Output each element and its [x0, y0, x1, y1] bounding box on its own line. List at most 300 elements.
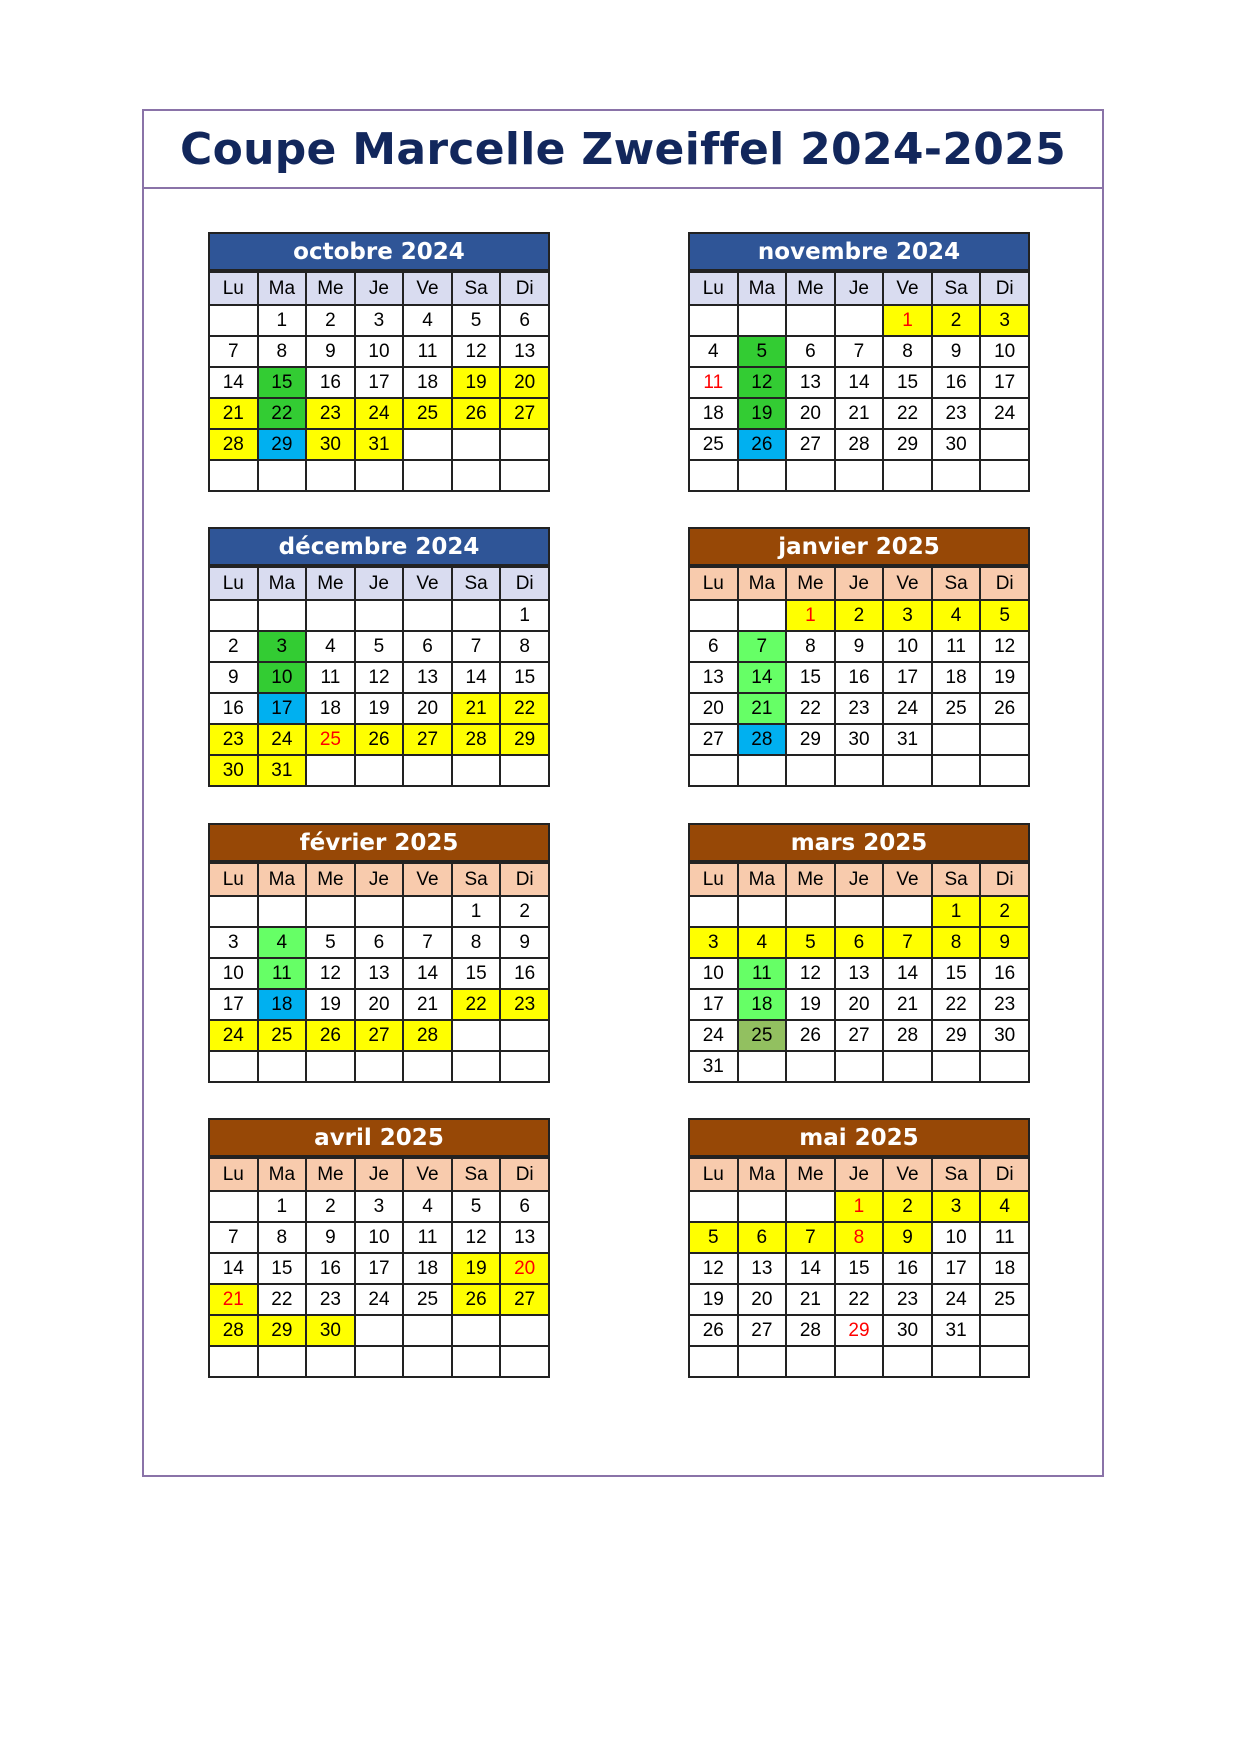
day-cell: 25	[403, 1284, 452, 1315]
week-row	[209, 1346, 549, 1377]
month-title: décembre 2024	[208, 527, 550, 566]
day-cell: 13	[403, 662, 452, 693]
week-row	[209, 896, 549, 927]
day-cell: 4	[932, 600, 981, 631]
day-cell: 7	[209, 336, 258, 367]
day-cell: 15	[932, 958, 981, 989]
day-cell: 20	[689, 693, 738, 724]
day-cell: 16	[500, 958, 549, 989]
day-cell: 6	[786, 336, 835, 367]
weekday-label: Lu	[209, 863, 258, 896]
weekday-label: Je	[355, 567, 404, 600]
day-cell: 14	[403, 958, 452, 989]
weekday-label: Me	[306, 863, 355, 896]
day-cell: 2	[306, 1191, 355, 1222]
weekday-label: Di	[500, 272, 549, 305]
day-cell: 26	[980, 693, 1029, 724]
day-cell: 25	[258, 1020, 307, 1051]
week-row	[209, 958, 549, 989]
week-row	[209, 1222, 549, 1253]
day-cell: 10	[258, 662, 307, 693]
day-cell: 12	[355, 662, 404, 693]
day-cell: 19	[306, 989, 355, 1020]
week-row	[689, 305, 1029, 336]
empty-cell	[932, 460, 981, 491]
weekday-label: Je	[355, 863, 404, 896]
day-cell: 26	[738, 429, 787, 460]
month-calendar	[688, 232, 1030, 492]
empty-cell	[355, 1315, 404, 1346]
week-row	[209, 631, 549, 662]
empty-cell	[738, 896, 787, 927]
empty-cell	[980, 1346, 1029, 1377]
empty-cell	[500, 1346, 549, 1377]
day-cell: 10	[355, 1222, 404, 1253]
day-cell: 29	[932, 1020, 981, 1051]
week-row	[689, 755, 1029, 786]
day-cell: 11	[306, 662, 355, 693]
day-cell: 9	[835, 631, 884, 662]
day-cell: 30	[209, 755, 258, 786]
day-cell: 16	[932, 367, 981, 398]
day-cell: 25	[689, 429, 738, 460]
day-cell: 23	[932, 398, 981, 429]
day-cell: 9	[883, 1222, 932, 1253]
day-cell: 13	[689, 662, 738, 693]
day-cell: 27	[355, 1020, 404, 1051]
day-cell: 18	[403, 367, 452, 398]
month-title: octobre 2024	[208, 232, 550, 271]
day-cell: 17	[689, 989, 738, 1020]
day-cell: 2	[306, 305, 355, 336]
day-cell: 31	[883, 724, 932, 755]
empty-cell	[883, 460, 932, 491]
day-cell: 3	[355, 305, 404, 336]
day-cell: 28	[209, 429, 258, 460]
weekday-label: Ma	[738, 863, 787, 896]
weekday-label: Di	[980, 272, 1029, 305]
weekday-header-row	[209, 272, 549, 305]
day-cell: 4	[306, 631, 355, 662]
day-cell: 6	[355, 927, 404, 958]
day-cell: 12	[786, 958, 835, 989]
day-cell: 26	[452, 398, 501, 429]
day-cell: 6	[689, 631, 738, 662]
day-cell: 29	[883, 429, 932, 460]
week-row	[689, 398, 1029, 429]
day-cell: 9	[306, 1222, 355, 1253]
weekday-label: Je	[835, 272, 884, 305]
day-cell: 25	[980, 1284, 1029, 1315]
day-cell: 20	[355, 989, 404, 1020]
day-cell: 3	[258, 631, 307, 662]
day-cell: 20	[835, 989, 884, 1020]
day-cell: 10	[883, 631, 932, 662]
week-row	[209, 724, 549, 755]
month-calendar	[208, 232, 550, 492]
weekday-label: Ve	[403, 272, 452, 305]
day-cell: 8	[500, 631, 549, 662]
week-row	[209, 429, 549, 460]
weekday-label: Je	[355, 1158, 404, 1191]
day-cell: 31	[355, 429, 404, 460]
day-cell: 1	[932, 896, 981, 927]
day-cell: 4	[689, 336, 738, 367]
weekday-label: Lu	[689, 1158, 738, 1191]
day-cell: 23	[980, 989, 1029, 1020]
empty-cell	[452, 460, 501, 491]
month-title: février 2025	[208, 823, 550, 862]
weekday-label: Ma	[738, 272, 787, 305]
empty-cell	[500, 1315, 549, 1346]
weekday-label: Ve	[883, 863, 932, 896]
day-cell: 19	[786, 989, 835, 1020]
day-cell: 23	[306, 398, 355, 429]
empty-cell	[689, 1191, 738, 1222]
empty-cell	[786, 1346, 835, 1377]
empty-cell	[209, 896, 258, 927]
day-cell: 18	[738, 989, 787, 1020]
week-row	[209, 1051, 549, 1082]
day-cell: 4	[258, 927, 307, 958]
day-cell: 15	[258, 367, 307, 398]
day-cell: 4	[403, 1191, 452, 1222]
day-cell: 28	[403, 1020, 452, 1051]
empty-cell	[500, 1020, 549, 1051]
day-cell: 16	[306, 1253, 355, 1284]
weekday-label: Ve	[403, 863, 452, 896]
day-cell: 1	[258, 305, 307, 336]
empty-cell	[306, 1346, 355, 1377]
empty-cell	[306, 460, 355, 491]
weekday-header-row	[209, 863, 549, 896]
day-cell: 26	[306, 1020, 355, 1051]
day-cell: 24	[932, 1284, 981, 1315]
day-cell: 5	[786, 927, 835, 958]
empty-cell	[932, 1346, 981, 1377]
day-cell: 9	[932, 336, 981, 367]
day-cell: 19	[738, 398, 787, 429]
day-cell: 21	[209, 1284, 258, 1315]
day-cell: 17	[355, 367, 404, 398]
day-cell: 16	[306, 367, 355, 398]
day-cell: 13	[738, 1253, 787, 1284]
day-cell: 28	[835, 429, 884, 460]
day-cell: 14	[209, 1253, 258, 1284]
week-row	[689, 927, 1029, 958]
empty-cell	[786, 305, 835, 336]
day-cell: 27	[835, 1020, 884, 1051]
week-row	[209, 693, 549, 724]
empty-cell	[209, 305, 258, 336]
weekday-header-row	[689, 863, 1029, 896]
day-cell: 24	[209, 1020, 258, 1051]
day-cell: 17	[980, 367, 1029, 398]
day-cell: 8	[932, 927, 981, 958]
day-cell: 22	[932, 989, 981, 1020]
day-cell: 19	[689, 1284, 738, 1315]
week-row	[689, 429, 1029, 460]
day-cell: 8	[258, 336, 307, 367]
day-cell: 7	[883, 927, 932, 958]
day-cell: 21	[786, 1284, 835, 1315]
day-cell: 22	[258, 398, 307, 429]
empty-cell	[738, 755, 787, 786]
day-cell: 17	[932, 1253, 981, 1284]
day-cell: 19	[355, 693, 404, 724]
day-cell: 3	[932, 1191, 981, 1222]
day-cell: 15	[786, 662, 835, 693]
empty-cell	[883, 1051, 932, 1082]
weekday-label: Ve	[883, 1158, 932, 1191]
day-cell: 11	[932, 631, 981, 662]
empty-cell	[835, 460, 884, 491]
day-cell: 1	[786, 600, 835, 631]
day-cell: 30	[835, 724, 884, 755]
weekday-label: Sa	[932, 567, 981, 600]
day-cell: 17	[355, 1253, 404, 1284]
day-cell: 29	[835, 1315, 884, 1346]
day-cell: 27	[738, 1315, 787, 1346]
weekday-label: Di	[500, 567, 549, 600]
day-cell: 2	[500, 896, 549, 927]
day-cell: 19	[980, 662, 1029, 693]
day-cell: 10	[355, 336, 404, 367]
empty-cell	[786, 1191, 835, 1222]
empty-cell	[452, 1051, 501, 1082]
week-row	[209, 1315, 549, 1346]
day-cell: 11	[403, 336, 452, 367]
day-cell: 3	[209, 927, 258, 958]
week-row	[689, 1346, 1029, 1377]
empty-cell	[258, 896, 307, 927]
empty-cell	[786, 1051, 835, 1082]
day-cell: 2	[883, 1191, 932, 1222]
day-cell: 21	[738, 693, 787, 724]
day-cell: 26	[786, 1020, 835, 1051]
day-cell: 21	[835, 398, 884, 429]
day-cell: 19	[452, 1253, 501, 1284]
day-cell: 11	[258, 958, 307, 989]
week-row	[209, 600, 549, 631]
week-row	[689, 367, 1029, 398]
week-row	[209, 367, 549, 398]
page-title: Coupe Marcelle Zweiffel 2024-2025	[179, 123, 1066, 175]
empty-cell	[403, 600, 452, 631]
empty-cell	[689, 460, 738, 491]
empty-cell	[452, 1315, 501, 1346]
weekday-label: Di	[980, 1158, 1029, 1191]
day-cell: 9	[209, 662, 258, 693]
empty-cell	[980, 460, 1029, 491]
day-cell: 22	[786, 693, 835, 724]
day-cell: 2	[980, 896, 1029, 927]
empty-cell	[835, 305, 884, 336]
day-cell: 22	[452, 989, 501, 1020]
empty-cell	[738, 460, 787, 491]
day-cell: 1	[500, 600, 549, 631]
day-cell: 8	[835, 1222, 884, 1253]
week-row	[689, 1191, 1029, 1222]
day-cell: 7	[738, 631, 787, 662]
day-cell: 30	[932, 429, 981, 460]
day-cell: 6	[835, 927, 884, 958]
day-cell: 5	[452, 305, 501, 336]
day-cell: 2	[932, 305, 981, 336]
weekday-label: Lu	[689, 863, 738, 896]
weekday-label: Je	[835, 863, 884, 896]
day-cell: 20	[786, 398, 835, 429]
empty-cell	[306, 1051, 355, 1082]
day-cell: 23	[209, 724, 258, 755]
month-calendar	[688, 1118, 1030, 1378]
month-calendar	[208, 1118, 550, 1378]
weekday-label: Ve	[883, 272, 932, 305]
day-cell: 16	[883, 1253, 932, 1284]
empty-cell	[403, 1315, 452, 1346]
empty-cell	[452, 600, 501, 631]
weekday-header-row	[689, 1158, 1029, 1191]
day-cell: 21	[883, 989, 932, 1020]
day-cell: 10	[689, 958, 738, 989]
week-row	[209, 927, 549, 958]
empty-cell	[738, 305, 787, 336]
day-cell: 22	[500, 693, 549, 724]
week-row	[209, 1191, 549, 1222]
day-cell: 20	[500, 367, 549, 398]
day-cell: 7	[835, 336, 884, 367]
empty-cell	[306, 896, 355, 927]
day-cell: 12	[306, 958, 355, 989]
weekday-label: Sa	[932, 1158, 981, 1191]
day-cell: 27	[403, 724, 452, 755]
week-row	[689, 1222, 1029, 1253]
day-cell: 5	[980, 600, 1029, 631]
day-cell: 29	[786, 724, 835, 755]
month-calendar	[208, 823, 550, 1083]
empty-cell	[932, 724, 981, 755]
weekday-header-row	[209, 1158, 549, 1191]
day-cell: 26	[355, 724, 404, 755]
empty-cell	[403, 755, 452, 786]
empty-cell	[689, 896, 738, 927]
week-row	[689, 896, 1029, 927]
day-cell: 4	[738, 927, 787, 958]
day-cell: 18	[306, 693, 355, 724]
day-cell: 10	[980, 336, 1029, 367]
empty-cell	[835, 1346, 884, 1377]
weekday-label: Ma	[738, 1158, 787, 1191]
empty-cell	[786, 755, 835, 786]
weekday-label: Ma	[258, 1158, 307, 1191]
day-cell: 11	[403, 1222, 452, 1253]
week-row	[209, 336, 549, 367]
day-cell: 9	[500, 927, 549, 958]
weekday-label: Di	[980, 863, 1029, 896]
day-cell: 14	[738, 662, 787, 693]
day-cell: 26	[452, 1284, 501, 1315]
month-calendar	[208, 527, 550, 787]
empty-cell	[689, 755, 738, 786]
day-cell: 15	[452, 958, 501, 989]
empty-cell	[209, 1051, 258, 1082]
month-title: janvier 2025	[688, 527, 1030, 566]
month-title: novembre 2024	[688, 232, 1030, 271]
weekday-label: Me	[786, 863, 835, 896]
day-cell: 13	[835, 958, 884, 989]
day-cell: 1	[452, 896, 501, 927]
day-cell: 29	[500, 724, 549, 755]
day-cell: 31	[932, 1315, 981, 1346]
week-row	[209, 305, 549, 336]
day-cell: 18	[258, 989, 307, 1020]
day-cell: 21	[452, 693, 501, 724]
day-cell: 7	[403, 927, 452, 958]
week-row	[689, 1051, 1029, 1082]
week-row	[209, 1020, 549, 1051]
day-cell: 30	[306, 429, 355, 460]
week-row	[689, 724, 1029, 755]
day-cell: 24	[355, 1284, 404, 1315]
weekday-label: Me	[786, 567, 835, 600]
day-cell: 5	[738, 336, 787, 367]
day-cell: 14	[835, 367, 884, 398]
day-cell: 13	[355, 958, 404, 989]
day-cell: 30	[883, 1315, 932, 1346]
day-cell: 3	[355, 1191, 404, 1222]
day-cell: 1	[883, 305, 932, 336]
weekday-label: Je	[355, 272, 404, 305]
week-row	[689, 631, 1029, 662]
day-cell: 27	[786, 429, 835, 460]
weekday-label: Me	[306, 567, 355, 600]
day-cell: 28	[452, 724, 501, 755]
empty-cell	[738, 1051, 787, 1082]
empty-cell	[883, 755, 932, 786]
day-cell: 28	[786, 1315, 835, 1346]
day-cell: 4	[403, 305, 452, 336]
empty-cell	[209, 460, 258, 491]
day-cell: 18	[689, 398, 738, 429]
month-title: avril 2025	[208, 1118, 550, 1157]
day-cell: 4	[980, 1191, 1029, 1222]
weekday-label: Lu	[689, 567, 738, 600]
day-cell: 3	[689, 927, 738, 958]
day-cell: 12	[689, 1253, 738, 1284]
day-cell: 6	[738, 1222, 787, 1253]
day-cell: 1	[258, 1191, 307, 1222]
weekday-label: Me	[306, 1158, 355, 1191]
day-cell: 17	[883, 662, 932, 693]
weekday-label: Ma	[258, 567, 307, 600]
day-cell: 24	[980, 398, 1029, 429]
week-row	[689, 693, 1029, 724]
empty-cell	[500, 1051, 549, 1082]
day-cell: 8	[452, 927, 501, 958]
week-row	[689, 958, 1029, 989]
day-cell: 3	[980, 305, 1029, 336]
week-row	[209, 398, 549, 429]
day-cell: 15	[835, 1253, 884, 1284]
weekday-label: Me	[306, 272, 355, 305]
day-cell: 27	[500, 1284, 549, 1315]
day-cell: 2	[209, 631, 258, 662]
day-cell: 14	[209, 367, 258, 398]
day-cell: 21	[209, 398, 258, 429]
empty-cell	[258, 460, 307, 491]
day-cell: 5	[306, 927, 355, 958]
day-cell: 23	[835, 693, 884, 724]
